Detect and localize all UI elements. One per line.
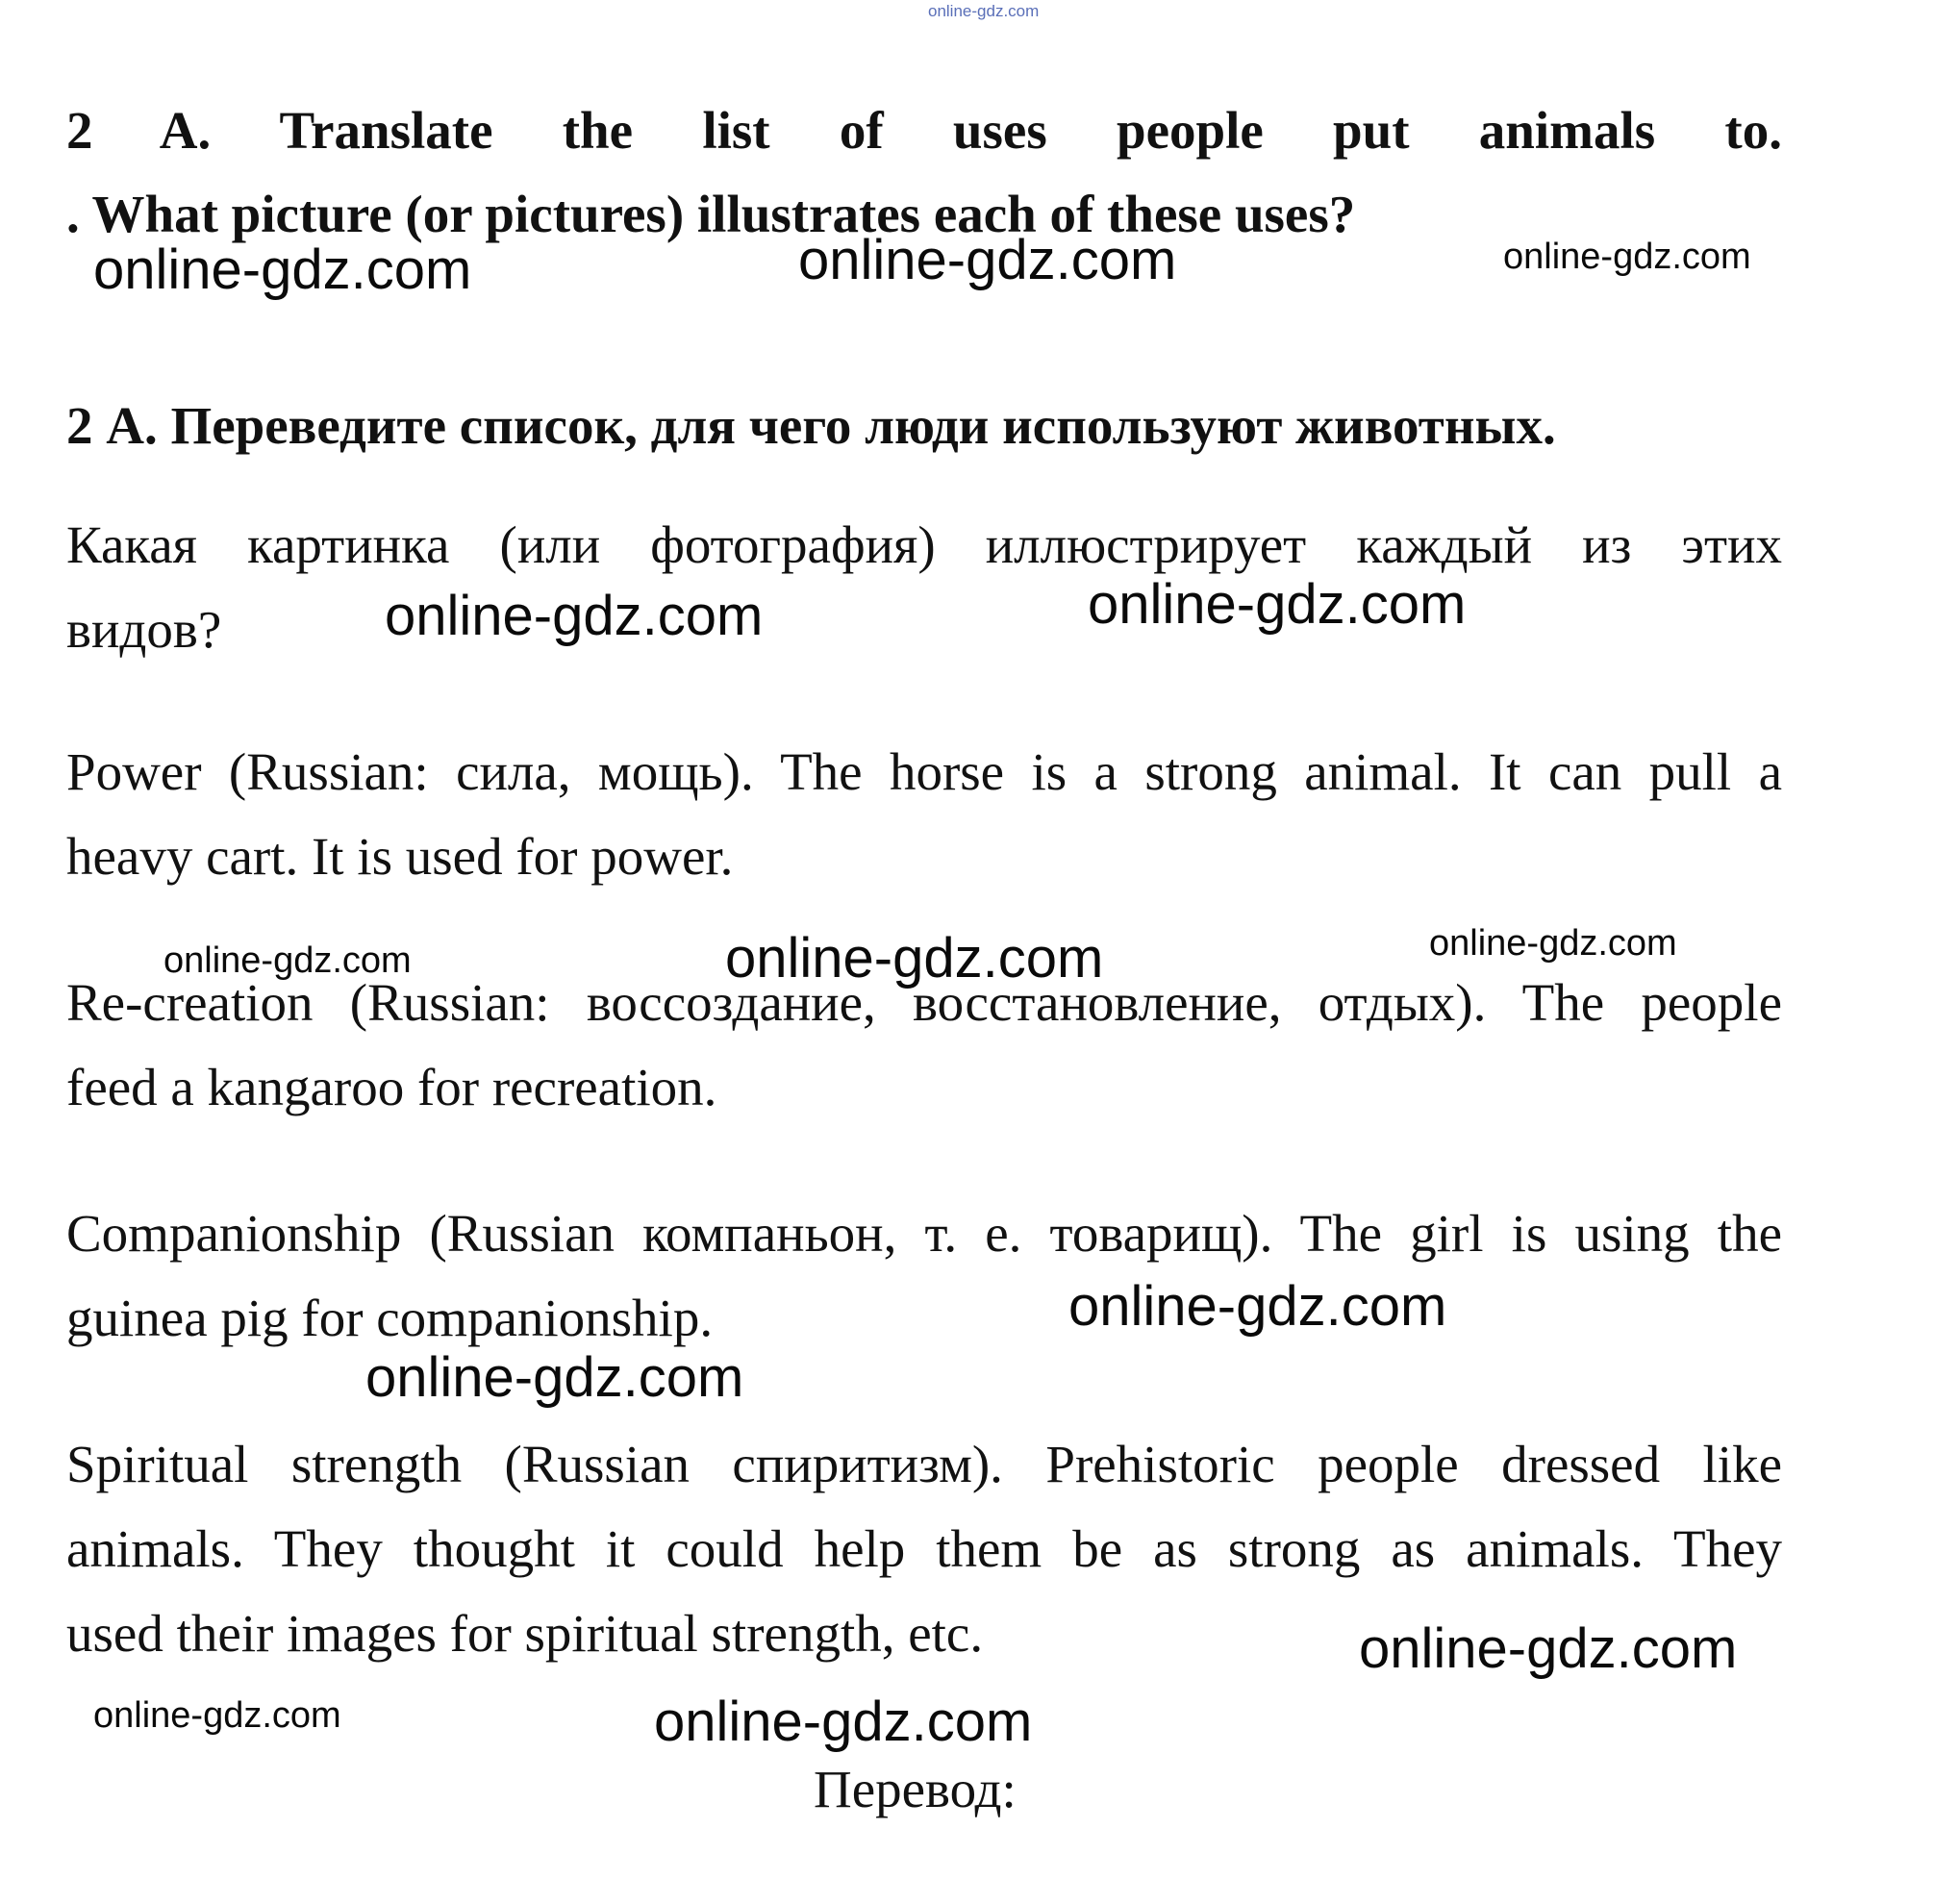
paragraph-power-line1: Power (Russian: сила, мощь). The horse is a strong animal. It can pull a bbox=[66, 742, 1782, 801]
watermark: online-gdz.com bbox=[1088, 573, 1467, 636]
task-heading-en-line2: . What picture (or pictures) illustrates each of these uses? bbox=[66, 185, 1356, 243]
paragraph-companionship-line1: Companionship (Russian компаньон, т. е. товарищ). The girl is using the bbox=[66, 1204, 1782, 1263]
top-watermark: online-gdz.com bbox=[928, 2, 1040, 20]
task-question-ru-line1: Какая картинка (или фотография) иллюстрирует каждый из этих bbox=[66, 515, 1782, 574]
watermark: online-gdz.com bbox=[798, 229, 1177, 291]
watermark: online-gdz.com bbox=[365, 1346, 744, 1409]
watermark: online-gdz.com bbox=[93, 1695, 341, 1736]
paragraph-spiritual-line2: animals. They thought it could help them be as strong as animals. They bbox=[66, 1519, 1782, 1578]
watermark: online-gdz.com bbox=[1503, 237, 1751, 277]
task-heading-ru: 2 А. Переведите список, для чего люди используют животных. bbox=[66, 396, 1556, 455]
paragraph-recreation-line1: Re-creation (Russian: воссоздание, восстановление, отдых). The people bbox=[66, 973, 1782, 1032]
paragraph-companionship-line2: guinea pig for companionship. bbox=[66, 1289, 714, 1347]
watermark: online-gdz.com bbox=[654, 1691, 1033, 1753]
paragraph-spiritual-line1: Spiritual strength (Russian спиритизм). Prehistoric people dressed like bbox=[66, 1435, 1782, 1493]
watermark: online-gdz.com bbox=[385, 585, 764, 647]
task-question-ru-line2: видов? bbox=[66, 600, 222, 659]
watermark: online-gdz.com bbox=[1429, 923, 1677, 964]
watermark: online-gdz.com bbox=[1068, 1275, 1447, 1338]
paragraph-recreation-line2: feed a kangaroo for recreation. bbox=[66, 1058, 717, 1116]
watermark: online-gdz.com bbox=[93, 238, 472, 301]
paragraph-spiritual-line3: used their images for spiritual strength, etc. bbox=[66, 1604, 984, 1663]
paragraph-power-line2: heavy cart. It is used for power. bbox=[66, 827, 734, 886]
watermark: online-gdz.com bbox=[725, 927, 1104, 990]
task-heading-en-line1: 2 A. Translate the list of uses people put animals to. bbox=[66, 101, 1782, 160]
watermark: online-gdz.com bbox=[163, 940, 412, 981]
translation-label: Перевод: bbox=[814, 1760, 1017, 1818]
watermark: online-gdz.com bbox=[1359, 1617, 1738, 1680]
